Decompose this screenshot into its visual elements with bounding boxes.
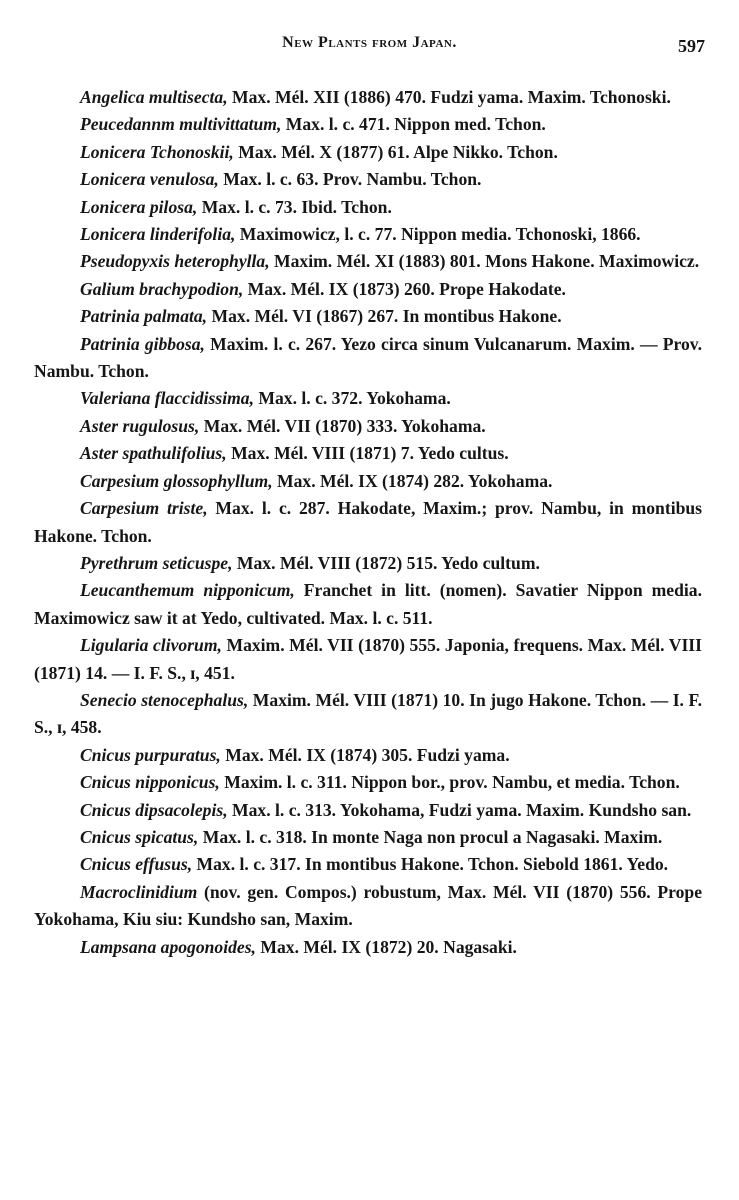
citation-text: Max. l. c. 313. Yokohama, Fudzi yama. Maxim. Kundsho san. [227,799,692,820]
citation-text: Max. Mél. IX (1874) 305. Fudzi yama. [220,744,510,765]
species-entry [34,632,702,687]
species-entry [34,248,702,275]
species-entry [34,879,702,934]
citation-text: Maxim. Mél. VII (1870) 555. Japonia, frequens. Max. Mél. VIII (1871) 14. — I. F. S., ɪ, 451. [34,635,702,683]
citation-text: Maximowicz, l. c. 77. Nippon media. Tchonoski, 1866. [235,224,641,245]
species-name: Leucanthemum nipponicum, [80,580,295,601]
running-title: New Plants from Japan. [282,34,457,51]
citation-text: Max. l. c. 317. In montibus Hakone. Tchon. Siebold 1861. Yedo. [192,854,669,875]
species-list [34,84,702,961]
species-entry [34,495,702,550]
citation-text: Max. Mél. IX (1874) 282. Yokohama. [272,470,553,491]
species-name: Pyrethrum seticuspe, [80,552,233,573]
species-name: Lonicera pilosa, [80,196,198,217]
species-entry [34,331,702,386]
species-name: Cnicus spicatus, [80,826,199,847]
species-entry [34,166,702,193]
species-name: Ligularia clivorum, [80,635,222,656]
species-entry [34,221,702,248]
species-name: Angelica multisecta, [80,87,228,107]
species-name: Senecio stenocephalus, [80,689,249,710]
species-entry [34,468,702,495]
citation-text: Max. Mél. VII (1870) 333. Yokohama. [199,415,486,436]
species-name: Pseudopyxis heterophylla, [80,251,270,272]
species-entry [34,687,702,742]
species-entry [34,84,702,111]
species-entry [34,550,702,577]
citation-text: Max. l. c. 73. Ibid. Tchon. [197,196,392,217]
species-entry [34,440,702,467]
species-entry [34,194,702,221]
species-name: Lonicera venulosa, [80,169,219,190]
species-name: Aster rugulosus, [80,415,200,436]
citation-text: Max. l. c. 372. Yokohama. [254,388,451,409]
page-number: 597 [678,36,705,56]
species-name: Patrinia gibbosa, [80,333,205,354]
species-name: Macroclinidium [80,881,198,902]
citation-text: Max. l. c. 63. Prov. Nambu. Tchon. [218,169,482,190]
citation-text: Maxim. l. c. 267. Yezo circa sinum Vulcanarum. Maxim. — Prov. Nambu. Tchon. [34,333,703,382]
citation-text: Max. Mél. X (1877) 61. Alpe Nikko. Tchon. [233,141,558,162]
citation-text: (nov. gen. Compos.) robustum, Max. Mél. VII (1870) 556. Prope Yokohama, Kiu siu: Kundsho san, Maxim. [34,881,702,930]
species-entry [34,934,702,961]
species-name: Cnicus nipponicus, [80,772,220,793]
species-entry [34,139,702,166]
species-name: Carpesium triste, [80,498,208,519]
species-name: Cnicus effusus, [80,854,193,875]
species-entry [34,276,702,303]
citation-text: Max. l. c. 318. In monte Naga non procul a Nagasaki. Maxim. [198,826,663,847]
species-entry [34,742,702,769]
species-entry [34,577,702,632]
species-name: Cnicus purpuratus, [80,744,221,765]
species-entry [34,303,702,330]
citation-text: Max. Mél. VI (1867) 267. In montibus Hakone. [207,306,562,327]
species-entry [34,851,702,878]
citation-text: Max. l. c. 471. Nippon med. Tchon. [281,114,546,135]
species-name: Cnicus dipsacolepis, [80,799,228,820]
species-name: Lampsana apogonoides, [80,936,256,957]
citation-text: Max. Mél. IX (1872) 20. Nagasaki. [255,936,517,957]
species-entry [34,824,702,851]
species-name: Carpesium glossophyllum, [80,470,273,491]
citation-text: Max. Mél. VIII (1871) 7. Yedo cultus. [226,443,509,464]
species-name: Lonicera Tchonoskii, [80,141,234,162]
citation-text: Max. l. c. 287. Hakodate, Maxim.; prov. Nambu, in montibus Hakone. Tchon. [34,498,703,546]
species-name: Lonicera linderifolia, [80,224,236,245]
species-name: Valeriana flaccidissima, [80,388,254,409]
species-entry [34,385,702,412]
citation-text: Max. Mél. VIII (1872) 515. Yedo cultum. [232,552,540,573]
citation-text: Maxim. Mél. XI (1883) 801. Mons Hakone. Maximowicz. [269,251,700,272]
species-name: Galium brachypodion, [80,278,244,299]
species-name: Aster spathulifolius, [80,443,227,464]
citation-text: Maxim. l. c. 311. Nippon bor., prov. Nambu, et media. Tchon. [219,772,680,793]
species-entry [34,769,702,796]
citation-text: Max. Mél. XII (1886) 470. Fudzi yama. Maxim. Tchonoski. [227,87,671,107]
species-entry [34,413,702,440]
species-name: Peucedannm multivittatum, [80,114,282,135]
species-entry [34,111,702,138]
species-entry [34,797,702,824]
species-name: Patrinia palmata, [80,306,208,327]
citation-text: Maxim. Mél. VIII (1871) 10. In jugo Hakone. Tchon. — I. F. S., ɪ, 458. [34,689,702,738]
citation-text: Max. Mél. IX (1873) 260. Prope Hakodate. [243,278,566,299]
citation-text: Franchet in litt. (nomen). Savatier Nippon media. Maximowicz saw it at Yedo, cultivated. Max. l. c. 511. [34,580,702,628]
